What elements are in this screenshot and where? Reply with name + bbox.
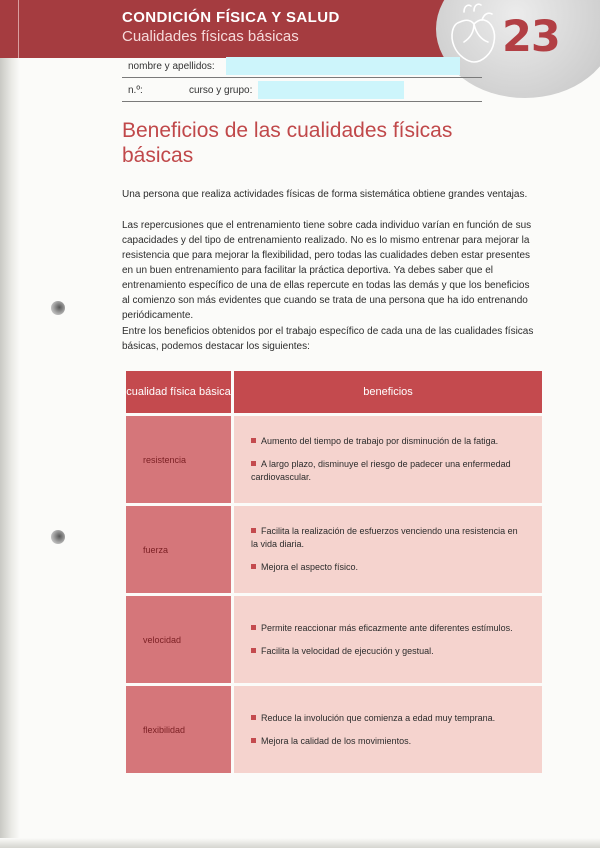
benefit-item: Mejora la calidad de los movimientos. <box>251 735 526 748</box>
number-input[interactable] <box>152 81 174 99</box>
binder-hole-bottom <box>51 530 65 544</box>
group-input[interactable] <box>258 81 404 99</box>
quality-cell: fuerza <box>126 506 231 593</box>
body-paragraph: Las repercusiones que el entrenamiento tiene sobre cada individuo varían en función de sus capacidades y del tipo de entrenamiento realizado. No es lo mismo entrenar para mejorar la resistencia que para mejorar la flexibilidad, pero todas las cualidades deben estar presentes en un buen entrenamiento para facilitar la práctica deportiva. Ya debes saber que el entrenamiento específico de una de ellas repercute en todas las demás y que los beneficios al comienzo son más evidentes que cuando se trata de una persona que ha ido entrenando periódicamente. <box>122 220 532 321</box>
benefits-table <box>126 371 542 773</box>
name-label: nombre y apellidos: <box>128 61 215 72</box>
bullet-square-icon <box>251 528 256 533</box>
benefit-item: Facilita la realización de esfuerzos venciendo una resistencia en la vida diaria. <box>251 526 518 549</box>
bullet-square-icon <box>251 461 256 466</box>
table-row <box>126 686 542 773</box>
benefit-item: A largo plazo, disminuye el riesgo de padecer una enfermedad cardiovascular. <box>251 459 511 482</box>
benefits-cell <box>234 506 542 593</box>
bullet-square-icon <box>251 738 256 743</box>
benefit-item: Mejora el aspecto físico. <box>251 561 526 574</box>
binder-hole-top <box>51 301 65 315</box>
section-title: Beneficios de las cualidades físicas básicas <box>122 119 453 167</box>
benefit-item: Aumento del tiempo de trabajo por disminución de la fatiga. <box>251 435 526 448</box>
unit-number: 23 <box>502 12 560 62</box>
benefits-cell <box>234 416 542 503</box>
group-label: curso y grupo: <box>189 85 253 96</box>
bullet-square-icon <box>251 564 256 569</box>
table-row <box>126 416 542 503</box>
table-row <box>126 596 542 683</box>
benefit-item: Reduce la involución que comienza a edad muy temprana. <box>251 712 526 725</box>
name-input[interactable] <box>226 57 460 75</box>
name-row <box>122 54 482 78</box>
page-binding-edge <box>0 0 20 848</box>
bullet-square-icon <box>251 438 256 443</box>
table-row <box>126 506 542 593</box>
bullet-square-icon <box>251 648 256 653</box>
benefit-item: Facilita la velocidad de ejecución y gestual. <box>251 645 526 658</box>
bullet-square-icon <box>251 715 256 720</box>
number-group-row <box>122 78 482 102</box>
header-benefits: beneficios <box>234 371 542 413</box>
header-subtitle: Cualidades físicas básicas <box>122 28 299 45</box>
benefits-cell <box>234 596 542 683</box>
number-label: n.º: <box>128 85 143 96</box>
margin-line <box>18 0 19 58</box>
student-form <box>122 54 482 102</box>
intro-paragraph: Una persona que realiza actividades físicas de forma sistemática obtiene grandes ventajas. <box>122 189 528 200</box>
quality-cell: velocidad <box>126 596 231 683</box>
table-header <box>126 371 542 413</box>
header-title: CONDICIÓN FÍSICA Y SALUD <box>122 9 340 26</box>
lead-paragraph: Entre los beneficios obtenidos por el trabajo específico de cada una de las cualidades físicas básicas, podemos destacar los siguientes: <box>122 326 534 352</box>
benefit-item: Permite reaccionar más eficazmente ante diferentes estímulos. <box>251 622 526 635</box>
bullet-square-icon <box>251 625 256 630</box>
quality-cell: flexibilidad <box>126 686 231 773</box>
page-bottom-edge <box>0 838 600 848</box>
header-quality: cualidad física básica <box>126 371 231 413</box>
quality-cell: resistencia <box>126 416 231 503</box>
benefits-cell <box>234 686 542 773</box>
